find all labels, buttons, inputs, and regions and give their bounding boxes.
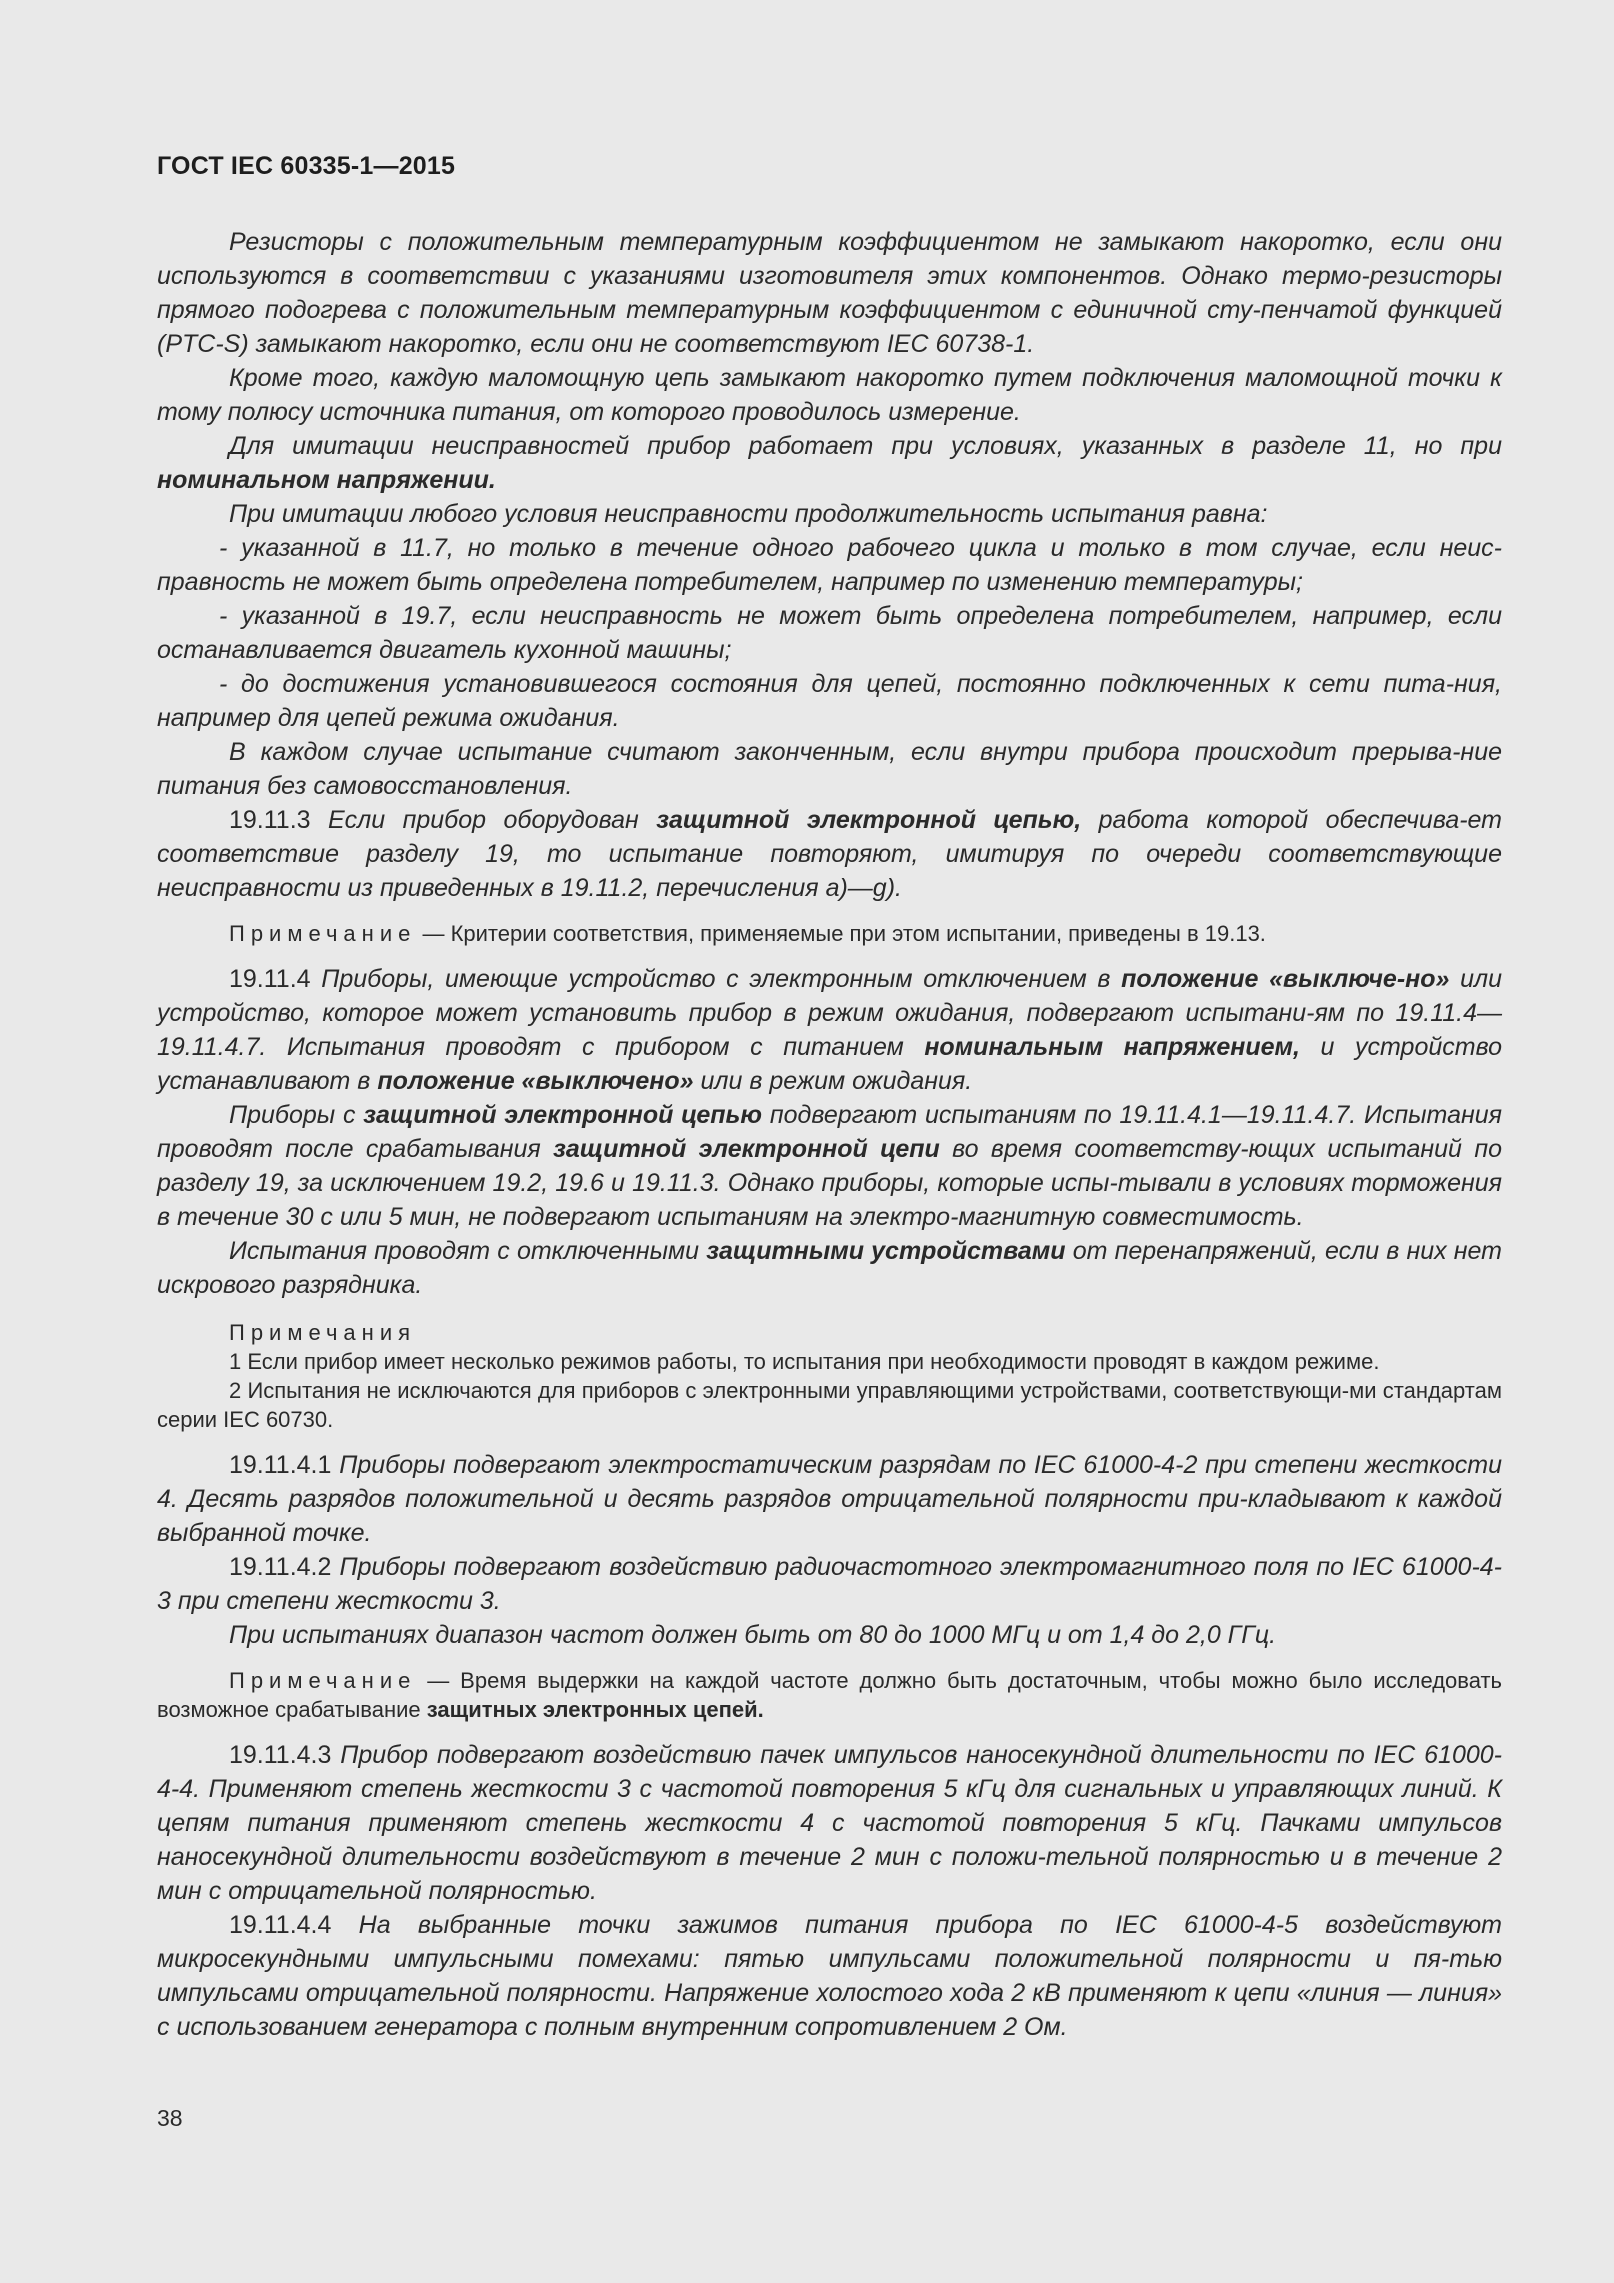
text-run: во время соответству-ющих испытаний по разделу 19, за исключением 19.2, 19.6 и 19.11.3. Однако приборы, которые испы-тывали в условиях торможения в течение 30 с или 5 мин, не подвергают испытаниям на электро-магнитную совместимость.: [157, 1135, 1502, 1231]
clause-19-11-3: [157, 803, 1502, 905]
text-run: подвергают испытаниям по 19.11.4.1—19.11.4.7. Испытания проводят после срабатывания: [157, 1101, 1502, 1163]
defined-term: номинальным напряжением,: [924, 1033, 1300, 1061]
clause-number: 19.11.4.4: [229, 1911, 332, 1939]
list-item: - до достижения установившегося состояния для цепей, постоянно подключенных к сети пита-ния, например для цепей режима ожидания.: [157, 670, 1502, 732]
note-label: Примечание: [229, 921, 417, 946]
paragraph-frequency-range: При испытаниях диапазон частот должен быть от 80 до 1000 МГц и от 1,4 до 2,0 ГГц.: [229, 1621, 1277, 1649]
text-run: Приборы, имеющие устройство с электронным отключением в: [310, 965, 1122, 993]
clause-19-11-4-4: [157, 1908, 1502, 2044]
note-label: Примечание: [229, 1668, 417, 1693]
text-run: работа которой обеспечива-ет соответствие разделу 19, то испытание повторяют, имитируя по очереди соответствующие неисправности из приведенных в 19.11.2, перечисления a)—g).: [157, 806, 1502, 902]
text-run: и устройство устанавливают в: [157, 1033, 1502, 1095]
text-run: Для имитации неисправностей прибор работает при условиях, указанных в разделе 11, но при: [229, 432, 1502, 460]
text-run: Приборы с: [229, 1101, 364, 1129]
defined-term: положение «выключе-но»: [1121, 965, 1450, 993]
list-item: - указанной в 11.7, но только в течение одного рабочего цикла и только в том случае, если неис-правность не может быть определена потребителем, например по изменению температуры;: [157, 534, 1502, 596]
defined-term: защитных электронных цепей.: [426, 1697, 764, 1722]
clause-number: 19.11.4.2: [229, 1553, 332, 1581]
paragraph-surge-devices: [157, 1234, 1502, 1302]
note-item: 2 Испытания не исключаются для приборов с электронными управляющими устройствами, соответствующи-ми стандартам серии IEC 60730.: [157, 1378, 1502, 1432]
clause-19-11-4-3: [157, 1738, 1502, 1908]
clause-number: 19.11.3: [229, 806, 311, 834]
text-run: Испытания проводят с отключенными: [229, 1237, 707, 1265]
paragraph-fault-simulation: [157, 429, 1502, 497]
clause-number: 19.11.4.3: [229, 1741, 332, 1769]
list-item: - указанной в 19.7, если неисправность не может быть определена потребителем, например, если останавливается двигатель кухонной машины;: [157, 602, 1502, 664]
defined-term: защитными устройствами: [706, 1237, 1066, 1265]
note-criteria: [157, 919, 1502, 948]
text-run: Прибор подвергают воздействию пачек импульсов наносекундной длительности по IEC 61000-4-4. Применяют степень жесткости 3 с частотой повторения 5 кГц для сигнальных и управляющих линий. К цепям питания применяют степень жесткости 4 с частотой повторения 5 кГц. Пачками импульсов наносекундной длительности воздействуют в течение 2 мин с положи-тельной полярностью и в течение 2 мин с отрицательной полярностью.: [157, 1741, 1502, 1905]
note-dwell-time: [157, 1666, 1502, 1724]
paragraph-low-power-circuits: Кроме того, каждую маломощную цепь замыкают накоротко путем подключения маломощной точки к тому полюсу источника питания, от которого проводилось измерение.: [157, 364, 1502, 426]
paragraph-test-complete: В каждом случае испытание считают законченным, если внутри прибора происходит прерыва-ние питания без самовосстановления.: [157, 738, 1502, 800]
paragraph-test-duration: При имитации любого условия неисправности продолжительность испытания равна:: [229, 500, 1268, 528]
document-header: ГОСТ IEC 60335-1—2015: [157, 152, 456, 180]
text-run: Приборы подвергают воздействию радиочастотного электромагнитного поля по IEC 61000-4-3 при степени жесткости 3.: [157, 1553, 1502, 1615]
document-body: [157, 225, 1502, 2044]
note-text: — Критерии соответствия, применяемые при этом испытании, приведены в 19.13.: [416, 921, 1266, 946]
text-run: от перенапряжений, если в них нет искрового разрядника.: [157, 1237, 1502, 1299]
clause-19-11-4-2: [157, 1550, 1502, 1618]
text-run: Приборы подвергают электростатическим разрядам по IEC 61000-4-2 при степени жесткости 4. Десять разрядов положительной и десять разрядов отрицательной полярности при-кладывают к каждой выбранной точке.: [157, 1451, 1502, 1547]
clause-19-11-4: [157, 962, 1502, 1098]
note-item: 1 Если прибор имеет несколько режимов работы, то испытания при необходимости проводят в каждом режиме.: [229, 1349, 1380, 1374]
note-text: — Время выдержки на каждой частоте должно быть достаточным, чтобы можно было исследовать возможное срабатывание: [157, 1668, 1502, 1722]
defined-term: защитной электронной цепью: [363, 1101, 763, 1129]
text-run: Если прибор оборудован: [310, 806, 657, 834]
defined-term: номинальном напряжении.: [157, 466, 496, 494]
paragraph-protective-circuit: [157, 1098, 1502, 1234]
clause-number: 19.11.4: [229, 965, 311, 993]
text-run: или устройство, которое может установить прибор в режим ожидания, подвергают испытани-ям по 19.11.4—19.11.4.7. Испытания проводят с прибором с питанием: [157, 965, 1503, 1061]
defined-term: положение «выключено»: [377, 1067, 694, 1095]
page-number: 38: [157, 2105, 183, 2131]
text-run: или в режим ожидания.: [693, 1067, 973, 1095]
defined-term: защитной электронной цепи: [553, 1135, 940, 1163]
clause-number: 19.11.4.1: [229, 1451, 332, 1479]
paragraph-ptc-resistors: Резисторы с положительным температурным коэффициентом не замыкают накоротко, если они используются в соответствии с указаниями изготовителя этих компонентов. Однако термо-резисторы прямого подогрева с положительным температурным коэффициентом с единичной сту-пенчатой функцией (PTC-S) замыкают накоротко, если они не соответствуют IEC 60738-1.: [157, 228, 1502, 358]
text-run: На выбранные точки зажимов питания прибора по IEC 61000-4-5 воздействуют микросекундными импульсными помехами: пятью импульсами положительной полярности и пя-тью импульсами отрицательной полярности. Напряжение холостого хода 2 кВ применяют к цепи «линия — линия» с использованием генератора с полным внутренним сопротивлением 2 Ом.: [157, 1911, 1502, 2041]
clause-19-11-4-1: [157, 1448, 1502, 1550]
defined-term: защитной электронной цепью,: [656, 806, 1082, 834]
notes-title: Примечания: [229, 1320, 417, 1345]
